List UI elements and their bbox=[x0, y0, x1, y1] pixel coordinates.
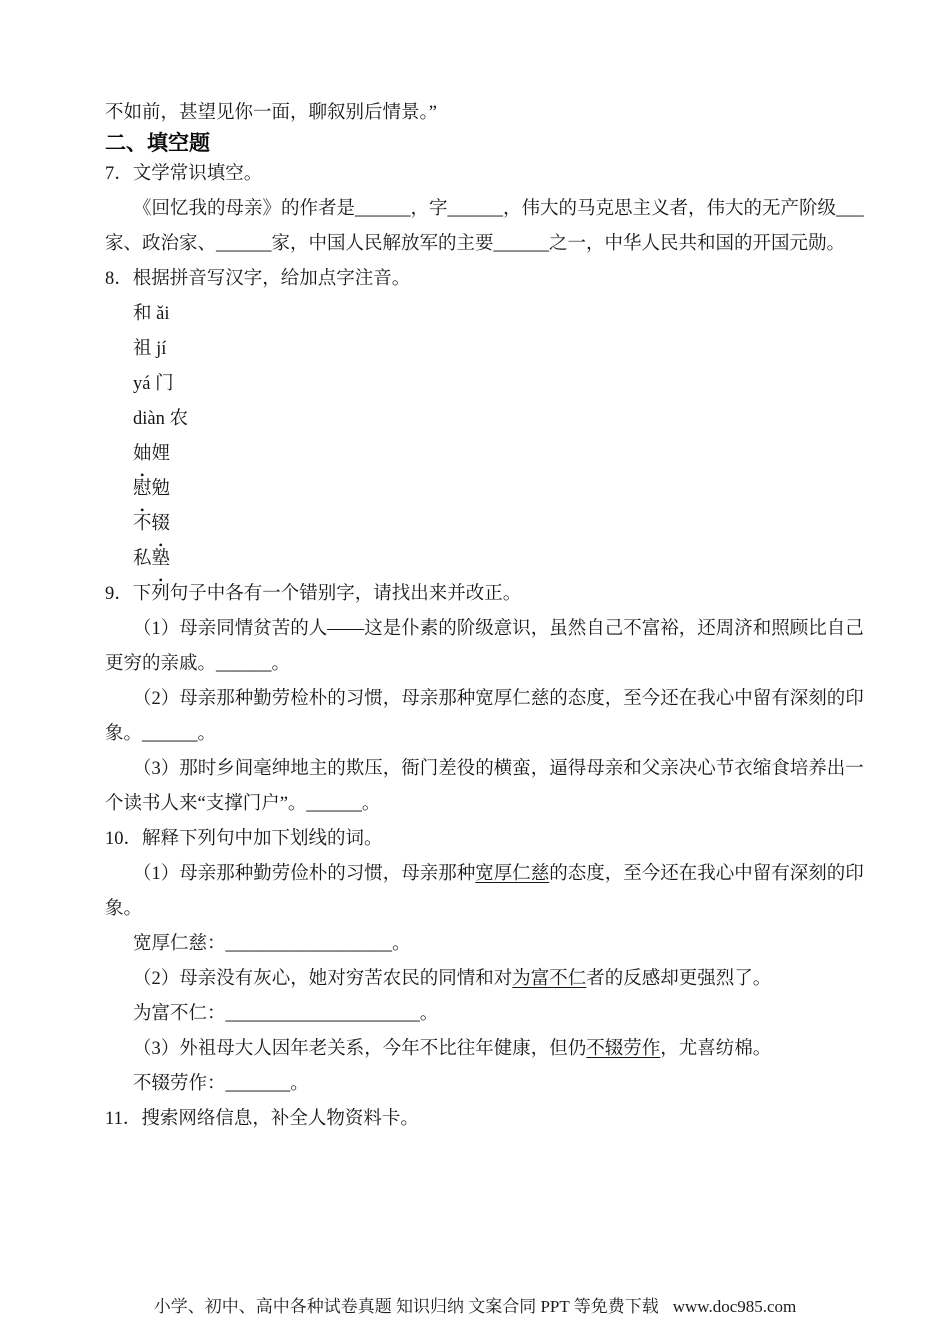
q8-item-8 bbox=[105, 542, 845, 577]
q8-item-2 bbox=[105, 332, 845, 367]
intro-continuation-line: 不如前，甚望见你一面，聊叙别后情景。” bbox=[105, 103, 437, 123]
footer-url-link[interactable]: www.doc985.com bbox=[672, 1297, 797, 1316]
q10-stem: 10．解释下列句中加下划线的词。 bbox=[105, 829, 383, 849]
q9-item-3-line-1: （3）那时乡间毫绅地主的欺压，衙门差役的横蛮，逼得母亲和父亲决心节衣缩食培养出一 bbox=[133, 759, 864, 779]
q8-item-7-emphasis-char: 辍 bbox=[151, 514, 171, 534]
q8-item-5-after: 娌 bbox=[151, 444, 171, 464]
q11-stem: 11．搜索网络信息，补全人物资料卡。 bbox=[105, 1109, 419, 1129]
q9-item-3-line-2: 个读书人来“支撑门户”。______。 bbox=[105, 794, 381, 814]
footer bbox=[0, 1296, 950, 1318]
q9-item-1-line-1: （1）母亲同情贫苦的人——这是仆素的阶级意识，虽然自己不富裕，还周济和照顾比自己 bbox=[133, 619, 864, 639]
q10-item-2-after: 者的反感却更强烈了。 bbox=[586, 969, 772, 989]
q10-item-3-after: ，尤喜纺棉。 bbox=[660, 1039, 772, 1059]
q7-stem: 7．文学常识填空。 bbox=[105, 164, 263, 184]
q9-item-2-line-2: 象。______。 bbox=[105, 724, 217, 744]
q8-item-3-text: yá 门 bbox=[133, 374, 174, 394]
q9-item-1-line-2: 更穷的亲戚。______。 bbox=[105, 654, 291, 674]
q8-item-5-emphasis-char: 妯 bbox=[133, 444, 152, 464]
q8-item-3 bbox=[105, 367, 845, 402]
q9-item-2-line-1: （2）母亲那种勤劳检朴的习惯，母亲那种宽厚仁慈的态度，至今还在我心中留有深刻的印 bbox=[133, 689, 864, 709]
q8-item-5 bbox=[105, 437, 845, 472]
q10-item-3-answer-line: 不辍劳作：_______。 bbox=[133, 1074, 309, 1094]
q9-stem: 9．下列句子中各有一个错别字，请找出来并改正。 bbox=[105, 584, 522, 604]
q7-body-line-1: 《回忆我的母亲》的作者是______，字______，伟大的马克思主义者，伟大的无产阶级___ bbox=[133, 199, 864, 219]
q10-item-1-underlined-word: 宽厚仁慈 bbox=[475, 864, 550, 884]
q10-item-2-line-1 bbox=[105, 962, 845, 997]
q8-item-1-text: 和 ǎi bbox=[133, 304, 170, 324]
q10-item-3-underlined-word: 不辍劳作 bbox=[586, 1039, 661, 1059]
q7-body-line-2: 家、政治家、______家，中国人民解放军的主要______之一，中华人民共和国的开国元勋。 bbox=[105, 234, 846, 254]
footer-text: 小学、初中、高中各种试卷真题 知识归纳 文案合同 PPT 等免费下载 bbox=[153, 1297, 659, 1316]
q8-item-4 bbox=[105, 402, 845, 437]
q10-item-2-underlined-word: 为富不仁 bbox=[512, 969, 587, 989]
q8-item-8-text: 私 bbox=[133, 549, 152, 569]
q10-item-2-before: （2）母亲没有灰心，她对穷苦农民的同情和对 bbox=[133, 969, 513, 989]
q10-item-2-answer-line: 为富不仁：_____________________。 bbox=[133, 1004, 439, 1024]
document-content bbox=[105, 96, 864, 1137]
q10-item-1-line-2: 象。 bbox=[105, 899, 143, 919]
q10-item-1-answer-line: 宽厚仁慈：__________________。 bbox=[133, 934, 411, 954]
q8-item-7 bbox=[105, 507, 845, 542]
q8-item-8-emphasis-char: 塾 bbox=[151, 549, 171, 569]
q10-item-1-before: （1）母亲那种勤劳俭朴的习惯，母亲那种 bbox=[133, 864, 476, 884]
q8-item-7-text: 不 bbox=[133, 514, 152, 534]
q8-item-2-text: 祖 jí bbox=[133, 339, 167, 359]
q10-item-3-line-1 bbox=[105, 1032, 845, 1067]
q10-item-3-before: （3）外祖母大人因年老关系，今年不比往年健康，但仍 bbox=[133, 1039, 587, 1059]
q8-item-1 bbox=[105, 297, 845, 332]
section-heading: 二、填空题 bbox=[105, 132, 210, 155]
q8-item-6-after: 勉 bbox=[151, 479, 171, 499]
q8-item-6 bbox=[105, 472, 845, 507]
q10-item-1-after: 的态度，至今还在我心中留有深刻的印 bbox=[549, 864, 864, 884]
q8-item-4-text: diàn 农 bbox=[133, 409, 188, 429]
q8-stem: 8．根据拼音写汉字，给加点字注音。 bbox=[105, 269, 411, 289]
q8-item-6-emphasis-char: 慰 bbox=[133, 479, 152, 499]
q10-item-1-line-1 bbox=[105, 857, 864, 892]
